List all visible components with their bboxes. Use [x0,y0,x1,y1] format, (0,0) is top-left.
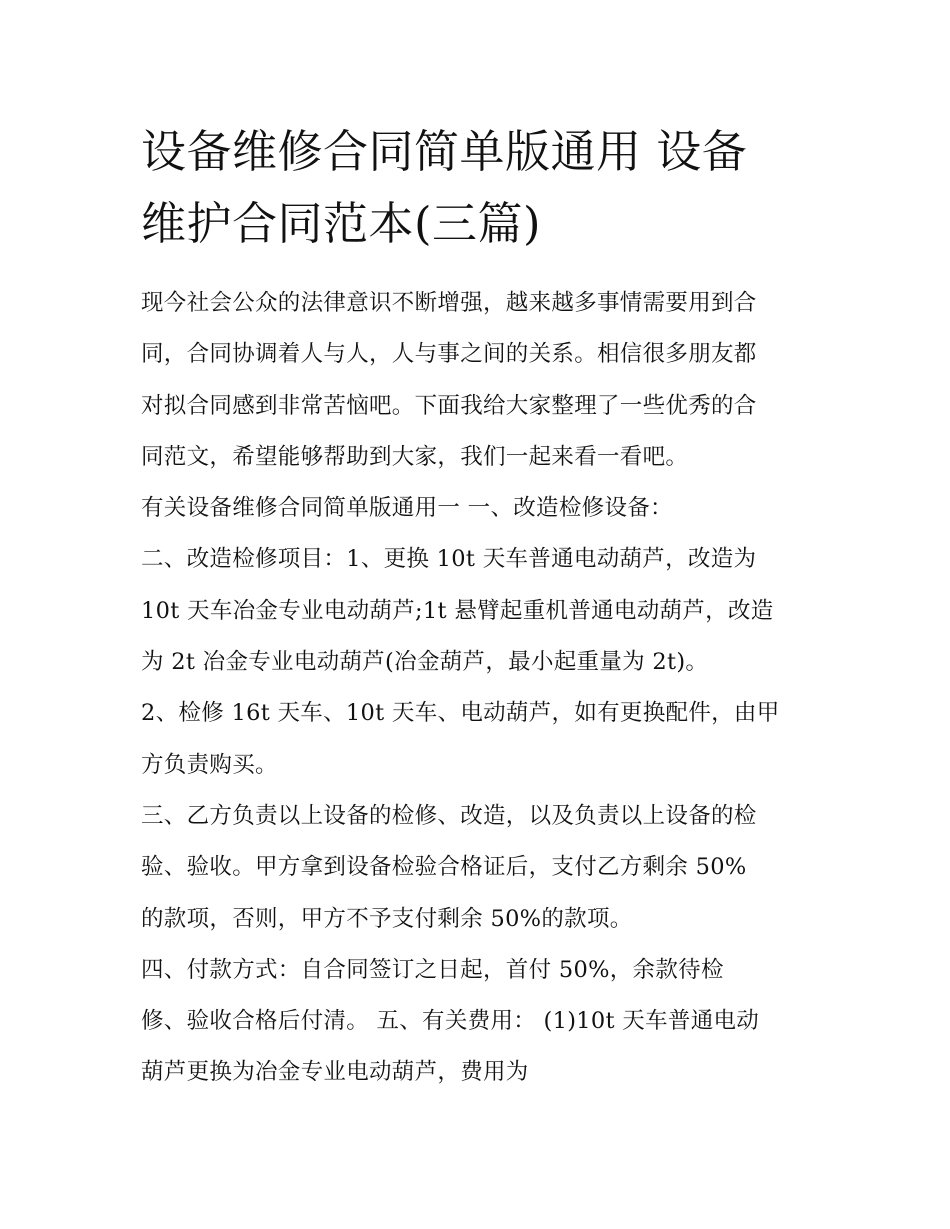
body-line: 的款项，否则，甲方不予支付剩余 50%的款项。 [141,905,633,932]
body-line: 葫芦更换为冶金专业电动葫芦，费用为 [141,1059,529,1086]
body-line: 10t 天车冶金专业电动葫芦;1t 悬臂起重机普通电动葫芦，改造 [141,597,774,624]
body-line: 四、付款方式：自合同签订之日起，首付 50%，余款待检 [141,956,724,983]
body-line: 2、检修 16t 天车、10t 天车、电动葫芦，如有更换配件，由甲 [141,700,780,727]
body-line: 对拟合同感到非常苦恼吧。下面我给大家整理了一些优秀的合 [141,392,757,419]
document-body [141,278,831,1099]
body-line: 三、乙方负责以上设备的检修、改造，以及负责以上设备的检 [141,802,757,829]
body-line: 修、验收合格后付清。 五、有关费用： (1)10t 天车普通电动 [141,1008,760,1035]
body-line: 同范文，希望能够帮助到大家，我们一起来看一看吧。 [141,443,689,470]
body-line: 现今社会公众的法律意识不断增强，越来越多事情需要用到合 [141,290,757,316]
body-line: 二、改造检修项目：1、更换 10t 天车普通电动葫芦，改造为 [141,546,757,573]
title-line: 维护合同范本(三篇) [141,197,542,250]
body-line: 有关设备维修合同简单版通用一 一、改造检修设备： [141,495,673,522]
document-title [141,116,821,260]
body-line: 验、验收。甲方拿到设备检验合格证后，支付乙方剩余 50% [141,854,747,881]
body-line: 为 2t 冶金专业电动葫芦(冶金葫芦，最小起重量为 2t)。 [141,649,709,676]
body-line: 方负责购买。 [141,751,278,778]
body-line: 同，合同协调着人与人，人与事之间的关系。相信很多朋友都 [141,341,757,368]
title-line: 设备维修合同简单版通用 设备 [141,125,748,178]
